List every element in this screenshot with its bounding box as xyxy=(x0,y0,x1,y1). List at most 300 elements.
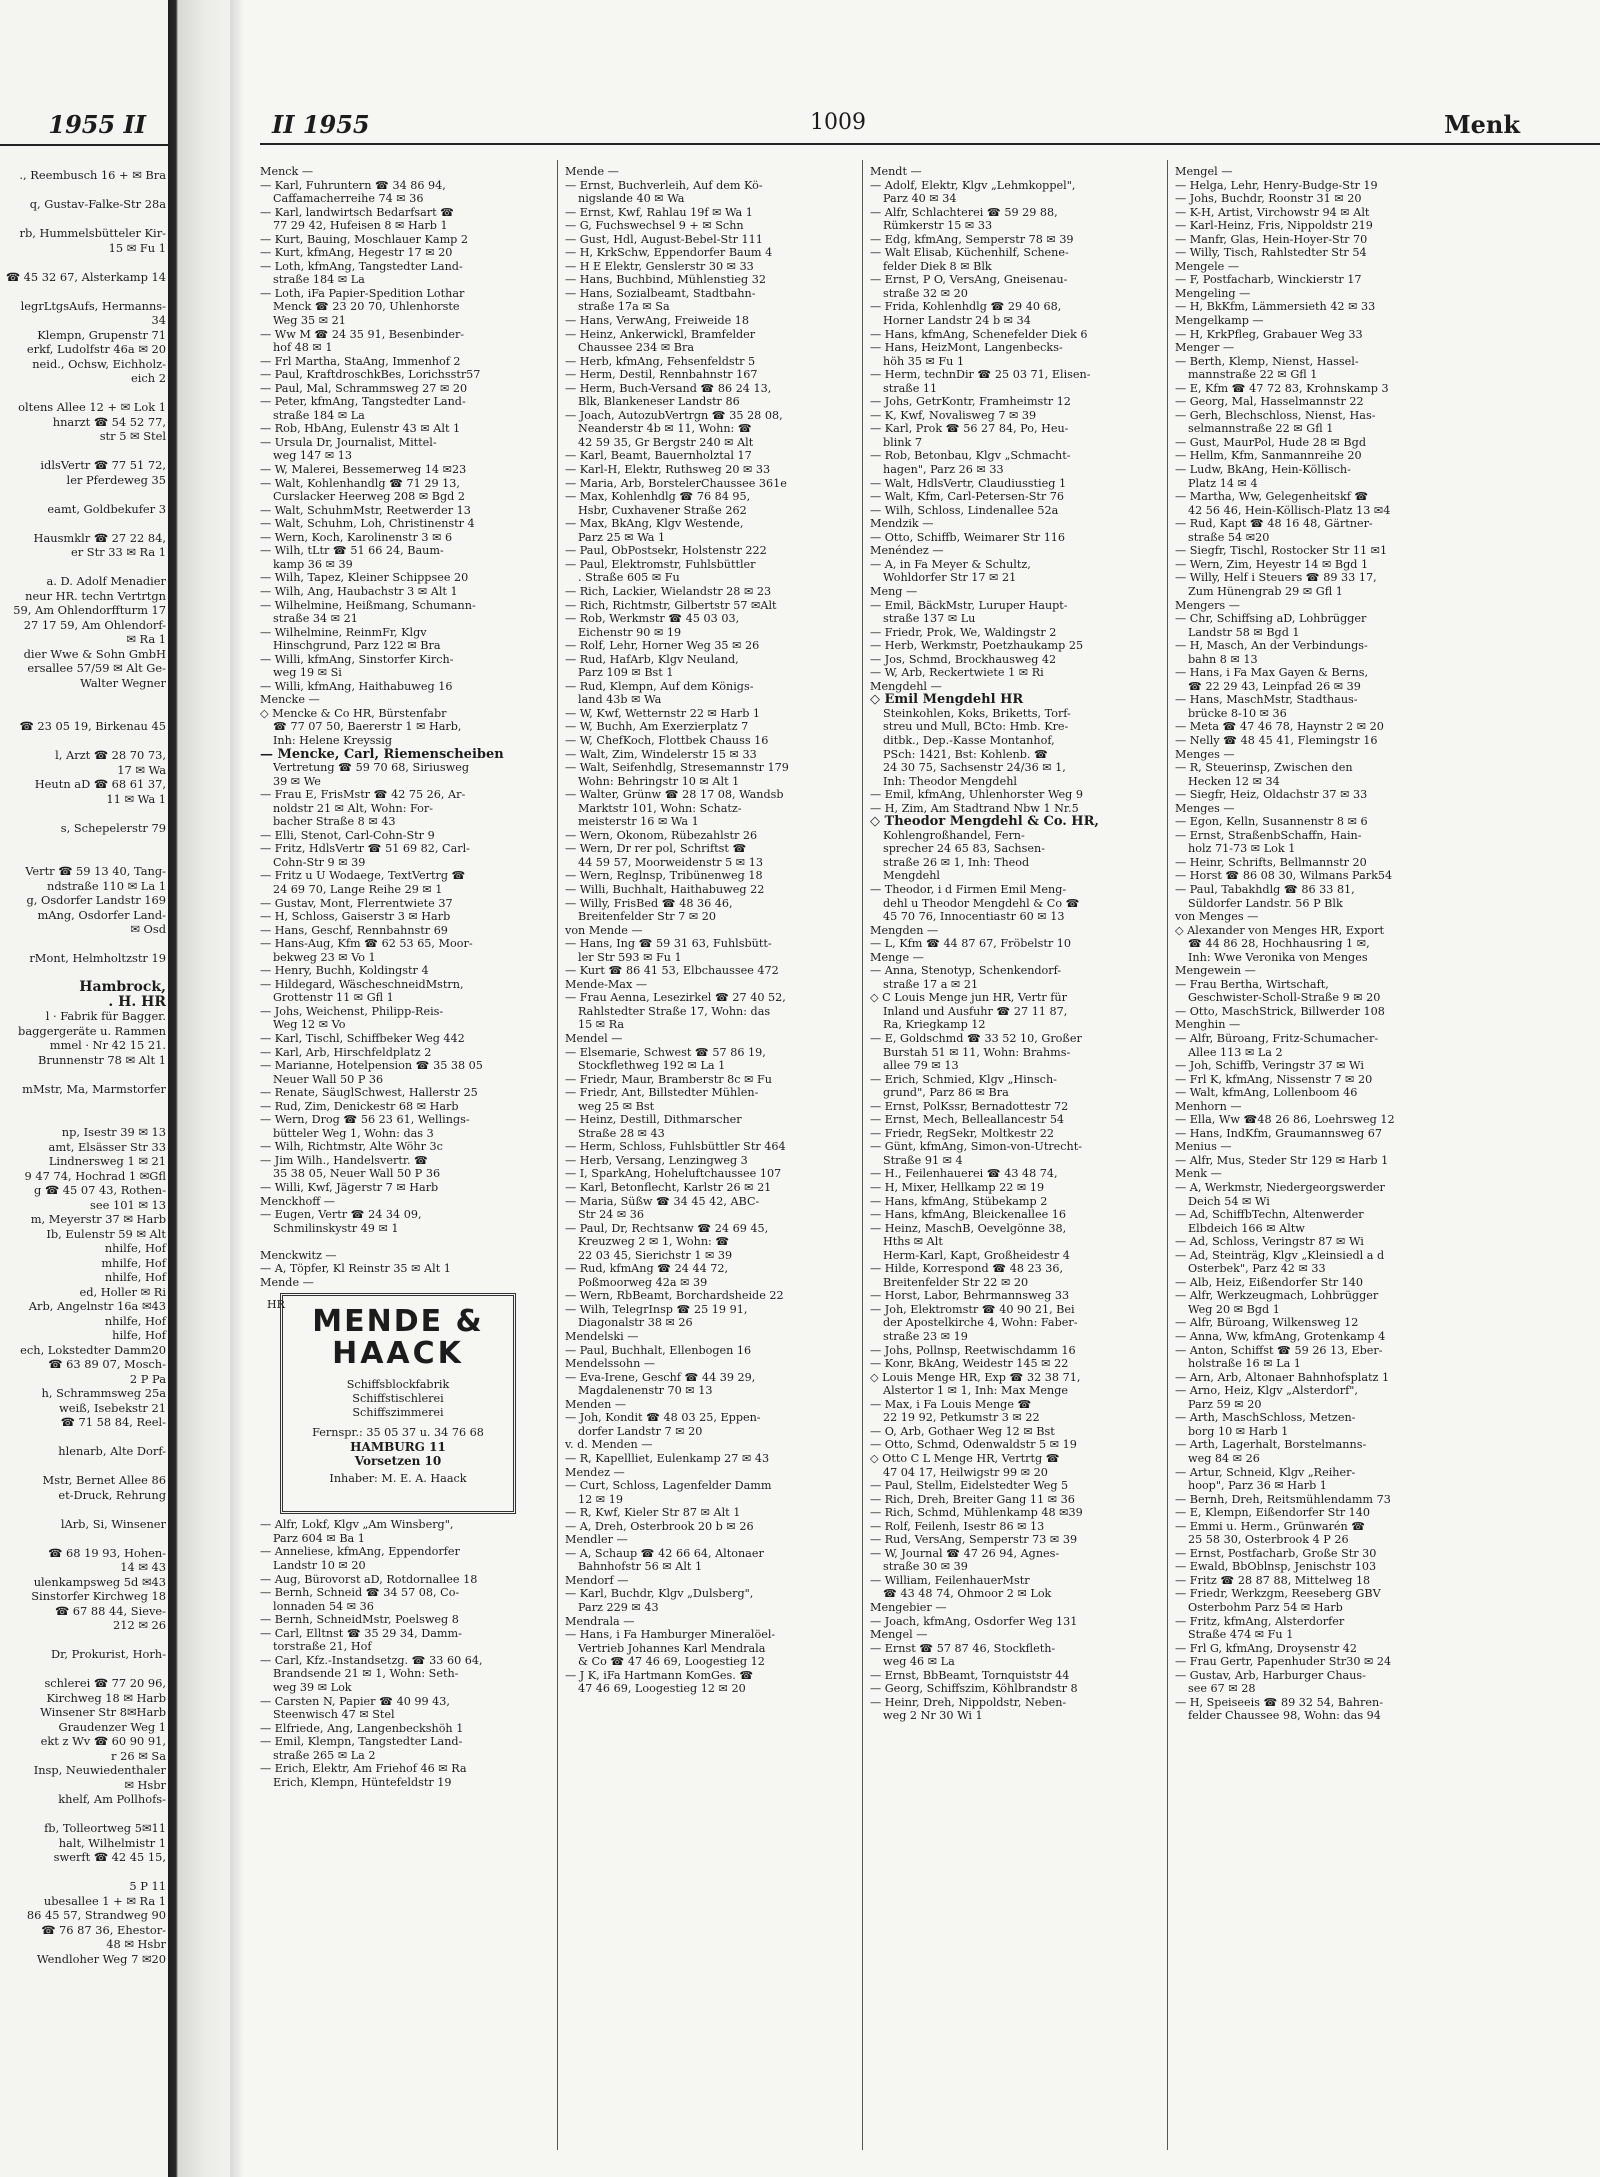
directory-entry-line: bütteler Weg 1, Wohn: das 3 xyxy=(273,1126,434,1140)
left-page-line: legrLtgsAufs, Hermanns- xyxy=(20,298,166,313)
left-page-line: halt, Wilhelmistr 1 xyxy=(58,1835,166,1850)
left-page-line: s, Schepelerstr 79 xyxy=(60,820,166,835)
directory-entry-line: Hinschgrund, Parz 122 ✉ Bra xyxy=(273,639,441,653)
directory-entry-line: — Otto, Schiffb, Weimarer Str 116 xyxy=(870,530,1066,544)
directory-entry-line: — Arno, Heiz, Klgv „Alsterdorf", xyxy=(1175,1384,1358,1398)
directory-entry-line: meisterstr 16 ✉ Wa 1 xyxy=(578,815,699,829)
left-page-line: Ib, Eulenstr 59 ✉ Alt xyxy=(46,1226,166,1241)
left-page-line xyxy=(0,705,168,720)
directory-entry-line: — Hans, VerwAng, Freiweide 18 xyxy=(565,314,750,328)
directory-entry-line: — Siegfr, Tischl, Rostocker Str 11 ✉1 xyxy=(1175,544,1388,558)
directory-entry-line: nigslande 40 ✉ Wa xyxy=(578,192,685,206)
left-page-line xyxy=(0,1807,168,1822)
directory-entry-line: — Heinz, Ankerwickl, Bramfelder xyxy=(565,327,756,341)
left-page-line: ☎ 67 88 44, Sieve- xyxy=(55,1603,166,1618)
page-number: 1009 xyxy=(810,110,866,135)
directory-entry-line: 45 70 76, Innocentiastr 60 ✉ 13 xyxy=(883,910,1065,924)
directory-entry-line: — Ernst, Mech, Belleallancestr 54 xyxy=(870,1113,1065,1127)
directory-entry-line: straße 26 ✉ 1, Inh: Theod xyxy=(883,855,1030,869)
directory-entry-line: — Friedr, Maur, Bramberstr 8c ✉ Fu xyxy=(565,1072,772,1086)
directory-entry-line: — Alfr, Lokf, Klgv „Am Winsberg", xyxy=(260,1518,454,1532)
directory-entry-line: Erich, Klempn, Hüntefeldstr 19 xyxy=(273,1775,452,1789)
surname-heading: Menges — xyxy=(1175,801,1235,815)
directory-entry-line: — Rolf, Lehr, Horner Weg 35 ✉ 26 xyxy=(565,639,760,653)
directory-entry-line: — Alfr, Schlachterei ☎ 59 29 88, xyxy=(870,205,1058,219)
surname-heading: Mengel — xyxy=(870,1628,928,1642)
directory-entry-line: — Wern, Zim, Heyestr 14 ✉ Bgd 1 xyxy=(1175,557,1369,571)
directory-entry-line: straße 54 ✉20 xyxy=(1188,530,1270,544)
directory-entry-line: — Gust, MaurPol, Hude 28 ✉ Bgd xyxy=(1175,435,1366,449)
directory-entry-line: der Apostelkirche 4, Wohn: Faber- xyxy=(883,1316,1078,1330)
directory-entry-line: straße 17 a ✉ 21 xyxy=(883,977,979,991)
directory-entry-line: — Willi, Kwf, Jägerstr 7 ✉ Harb xyxy=(260,1181,439,1195)
directory-entry-line: — Otto, MaschStrick, Billwerder 108 xyxy=(1175,1004,1385,1018)
directory-entry-line: 44 59 57, Moorweidenstr 5 ✉ 13 xyxy=(578,855,763,869)
surname-heading: Mengers — xyxy=(1175,598,1240,612)
left-page-line xyxy=(0,444,168,459)
directory-entry-line: — Herm, Schloss, Fuhlsbüttler Str 464 xyxy=(565,1140,786,1154)
directory-entry-line: bacher Straße 8 ✉ 43 xyxy=(273,815,396,829)
directory-entry-line: — Heinr, Dreh, Nippoldstr, Neben- xyxy=(870,1695,1067,1709)
directory-entry-line: — Carl, Elltnst ☎ 35 29 34, Damm- xyxy=(260,1626,462,1640)
left-page-line: Brunnenstr 78 ✉ Alt 1 xyxy=(38,1052,166,1067)
directory-entry-line: — Walt Elisab, Küchenhilf, Schene- xyxy=(870,246,1069,260)
surname-heading: von Menges — xyxy=(1175,910,1259,924)
directory-entry-line: — F, Postfacharb, Winckierstr 17 xyxy=(1175,273,1362,287)
directory-entry-line: — Herm, Destil, Rennbahnstr 167 xyxy=(565,368,758,382)
surname-heading: Mengdehl — xyxy=(870,679,942,693)
directory-entry-line: — L, Kfm ☎ 44 87 67, Fröbelstr 10 xyxy=(870,937,1071,951)
left-page-line: ndstraße 110 ✉ La 1 xyxy=(46,878,166,893)
surname-heading: Menckhoff — xyxy=(260,1194,335,1208)
directory-entry-line: — Egon, Kelln, Susannenstr 8 ✉ 6 xyxy=(1175,815,1368,829)
directory-entry-line: — W, Journal ☎ 47 26 94, Agnes- xyxy=(870,1546,1060,1560)
ad-line2: HAACK xyxy=(332,1336,464,1372)
directory-entry-line: — Arn, Arb, Altonaer Bahnhofsplatz 1 xyxy=(1175,1370,1390,1384)
left-page-line: Walter Wegner xyxy=(80,675,166,690)
directory-entry-line: — Fritz, kfmAng, Alsterdorfer xyxy=(1175,1614,1345,1628)
directory-entry-line: Menck ☎ 23 20 70, Uhlenhorste xyxy=(273,300,460,314)
surname-heading: Menger — xyxy=(1175,341,1235,355)
page-header-left: II 1955 xyxy=(272,110,370,139)
surname-heading: Menghin — xyxy=(1175,1018,1241,1032)
directory-entry-line: allee 79 ✉ 13 xyxy=(883,1059,959,1073)
directory-entry-line: — Eugen, Vertr ☎ 24 34 09, xyxy=(260,1208,422,1222)
directory-entry-line: Weg 35 ✉ 21 xyxy=(273,314,346,328)
directory-entry-line: ☎ 22 29 43, Leinpfad 26 ✉ 39 xyxy=(1188,679,1361,693)
directory-entry-line: — Frl Martha, StaAng, Immenhof 2 xyxy=(260,354,461,368)
left-page-line: Hambrock, xyxy=(79,980,166,995)
directory-entry-line: — Aug, Bürovorst aD, Rotdornallee 18 xyxy=(260,1572,478,1586)
directory-entry-line: 15 ✉ Ra xyxy=(578,1018,625,1032)
left-page-line: ☎ 68 19 93, Hohen- xyxy=(48,1545,166,1560)
directory-entry-line: ler Str 593 ✉ Fu 1 xyxy=(578,950,682,964)
directory-entry-line: 24 30 75, Sachsenstr 24/36 ✉ 1, xyxy=(883,761,1066,775)
left-page-line: h, Schrammsweg 25a xyxy=(41,1386,166,1400)
directory-entry-line: Kohlengroßhandel, Fern- xyxy=(883,828,1025,842)
left-page-line: Vertr ☎ 59 13 40, Tang- xyxy=(25,864,166,878)
directory-entry-line: — Rich, Lackier, Wielandstr 28 ✉ 23 xyxy=(565,584,772,598)
directory-entry-line: — Frl G, kfmAng, Droysenstr 42 xyxy=(1175,1641,1358,1655)
directory-entry-line: — Manfr, Glas, Hein-Hoyer-Str 70 xyxy=(1175,232,1368,246)
directory-entry-line: Brandsende 21 ✉ 1, Wohn: Seth- xyxy=(273,1667,459,1681)
directory-entry-line: 42 59 35, Gr Bergstr 240 ✉ Alt xyxy=(578,435,754,449)
left-page-line xyxy=(0,937,168,952)
directory-entry-line: — E, Klempn, Eißendorfer Str 140 xyxy=(1175,1506,1371,1520)
left-page-line xyxy=(0,487,168,502)
directory-entry-line: ditbk., Dep.-Kasse Montanhof, xyxy=(883,733,1055,747)
left-page-line xyxy=(0,1865,168,1880)
directory-entry-line: — Karl, Buchdr, Klgv „Dulsberg", xyxy=(565,1587,754,1601)
directory-entry-line: — Günt, kfmAng, Simon-von-Utrecht- xyxy=(870,1140,1083,1154)
directory-entry-line: — Peter, kfmAng, Tangstedter Land- xyxy=(260,395,466,409)
page-crease-shadow xyxy=(230,0,244,2177)
surname-heading: Mendorf — xyxy=(565,1573,629,1587)
directory-entry-line: — W, Malerei, Bessemerweg 14 ✉23 xyxy=(260,463,467,477)
column-divider xyxy=(557,160,558,2150)
directory-entry-line: — Hans, Sozialbeamt, Stadtbahn- xyxy=(565,286,756,300)
directory-entry-line: 12 ✉ 19 xyxy=(578,1492,623,1506)
directory-entry-line: straße 11 xyxy=(883,381,938,395)
directory-entry-line: straße 34 ✉ 21 xyxy=(273,612,358,626)
left-page-line: Sinstorfer Kirchweg 18 xyxy=(31,1589,166,1603)
left-page-line xyxy=(0,966,168,981)
left-page-line xyxy=(0,806,168,821)
directory-entry-line: — Karl, Fuhruntern ☎ 34 86 94, xyxy=(260,178,446,192)
directory-entry-line: bahn 8 ✉ 13 xyxy=(1188,652,1258,666)
directory-entry-line: — Artur, Schneid, Klgv „Reiher- xyxy=(1175,1465,1356,1479)
directory-entry-line: 47 46 69, Loogestieg 12 ✉ 20 xyxy=(578,1682,746,1696)
directory-column-2 xyxy=(565,165,856,2155)
directory-entry-line: holstraße 16 ✉ La 1 xyxy=(1188,1357,1301,1371)
directory-entry-line: — Otto, Schmd, Odenwaldstr 5 ✉ 19 xyxy=(870,1438,1077,1452)
directory-entry-line: Landstr 58 ✉ Bgd 1 xyxy=(1188,625,1300,639)
directory-entry-line: — Willi, Buchhalt, Haithabuweg 22 xyxy=(565,882,765,896)
directory-entry-line: Parz 25 ✉ Wa 1 xyxy=(578,530,666,544)
left-page-line: Lindnersweg 1 ✉ 21 xyxy=(48,1154,166,1168)
surname-heading: Mendelssohn — xyxy=(565,1357,656,1371)
directory-entry-line: Steinkohlen, Koks, Briketts, Torf- xyxy=(883,706,1071,720)
directory-entry-line: holz 71-73 ✉ Lok 1 xyxy=(1188,842,1296,856)
directory-entry-line: — Ursula Dr, Journalist, Mittel- xyxy=(260,435,437,449)
directory-entry-line: — E, Kfm ☎ 47 72 83, Krohnskamp 3 xyxy=(1175,381,1389,395)
directory-entry-line: — Max, Kohlenhdlg ☎ 76 84 95, xyxy=(565,490,751,504)
directory-entry-line: Herm-Karl, Kapt, Großheidestr 4 xyxy=(883,1248,1070,1262)
directory-entry-line: streu und Mull, BCto: Hmb. Kre- xyxy=(883,720,1069,734)
directory-entry-line: straße 32 ✉ 20 xyxy=(883,286,968,300)
directory-entry-line: — Frau E, FrisMstr ☎ 42 75 26, Ar- xyxy=(260,788,466,802)
directory-entry-line: — Wern, Reglnsp, Tribünenweg 18 xyxy=(565,869,763,883)
left-page-line: mhilfe, Hof xyxy=(101,1255,166,1270)
directory-entry-line: Kreuzweg 2 ✉ 1, Wohn: ☎ xyxy=(578,1235,730,1249)
left-page-line: str 5 ✉ Stel xyxy=(99,429,166,443)
directory-entry-line: Blk, Blankeneser Landstr 86 xyxy=(578,395,740,409)
directory-entry-line: Diagonalstr 38 ✉ 26 xyxy=(578,1316,693,1330)
directory-entry-line: 22 03 45, Sierichstr 1 ✉ 39 xyxy=(578,1248,733,1262)
directory-entry-line: — Joh, Elektromstr ☎ 40 90 21, Bei xyxy=(870,1302,1075,1316)
directory-entry-line: — Frau Aenna, Lesezirkel ☎ 27 40 52, xyxy=(565,991,786,1005)
left-page-line xyxy=(0,1531,168,1546)
directory-entry-line: Inland und Ausfuhr ☎ 27 11 87, xyxy=(883,1004,1068,1018)
directory-entry-line: — Heinz, MaschB, Oevelgönne 38, xyxy=(870,1221,1067,1235)
directory-entry-line: — Fritz u U Wodaege, TextVertrg ☎ xyxy=(260,869,466,883)
left-page-line xyxy=(0,1096,168,1111)
directory-entry-line: — Frau Bertha, Wirtschaft, xyxy=(1175,977,1329,991)
directory-entry-line: — Anna, Ww, kfmAng, Grotenkamp 4 xyxy=(1175,1330,1386,1344)
directory-entry-line: Zum Hünengrab 29 ✉ Gfl 1 xyxy=(1188,584,1343,598)
directory-entry-line: — Max, BkAng, Klgv Westende, xyxy=(565,517,744,531)
directory-entry-line: Rümkerstr 15 ✉ 33 xyxy=(883,219,993,233)
directory-entry-line: weg 19 ✉ Si xyxy=(273,666,342,680)
directory-entry-line: — Alfr, Büroang, Fritz-Schumacher- xyxy=(1175,1032,1379,1045)
directory-entry-line: bekweg 23 ✉ Vo 1 xyxy=(273,950,376,964)
directory-entry-line: Stockflethweg 192 ✉ La 1 xyxy=(578,1059,726,1073)
surname-heading: Mendzik — xyxy=(870,517,934,531)
directory-entry-line: Parz 59 ✉ 20 xyxy=(1188,1397,1262,1411)
directory-entry-line: Inh: Helene Kreyssig xyxy=(273,733,392,747)
directory-entry-line: — Carl, Kfz.-Instandsetzg. ☎ 33 60 64, xyxy=(260,1653,483,1667)
directory-entry-line: — Karl, Prok ☎ 56 27 84, Po, Heu- xyxy=(870,422,1069,436)
directory-entry-line: — Karl-Heinz, Fris, Nippoldstr 219 xyxy=(1175,219,1373,233)
directory-entry-line: straße 17a ✉ Sa xyxy=(578,300,670,314)
directory-entry-line: — Rob, Betonbau, Klgv „Schmacht- xyxy=(870,449,1071,463)
directory-entry-line: — Walt, kfmAng, Lollenboom 46 xyxy=(1175,1086,1358,1100)
directory-entry-line: — Friedr, RegSekr, Moltkestr 22 xyxy=(870,1126,1054,1140)
directory-entry-line: — Hans, Geschf, Rennbahnstr 69 xyxy=(260,923,448,937)
directory-entry-line: — Johs, GetrKontr, Framheimstr 12 xyxy=(870,395,1071,409)
directory-entry-line: — Adolf, Elektr, Klgv „Lehmkoppel", xyxy=(870,178,1076,192)
directory-entry-line: Ra, Kriegkamp 12 xyxy=(883,1018,986,1032)
column-divider xyxy=(862,160,863,2150)
directory-entry-line: Breitenfelder Str 7 ✉ 20 xyxy=(578,910,717,924)
left-page-line xyxy=(0,1633,168,1648)
left-page-line xyxy=(0,1662,168,1677)
left-page-line: hlenarb, Alte Dorf- xyxy=(58,1444,166,1458)
left-page-line: khelf, Am Pollhofs- xyxy=(58,1792,166,1806)
directory-entry-line: Inh: Wwe Veronika von Menges xyxy=(1188,950,1368,964)
directory-entry-line: — Hildegard, WäscheschneidMstrn, xyxy=(260,977,464,991)
surname-heading: Menges — xyxy=(1175,747,1235,761)
directory-entry-line: — Wilhelmine, ReinmFr, Klgv xyxy=(260,625,427,639)
directory-entry-line: Poßmoorweg 42a ✉ 39 xyxy=(578,1275,708,1289)
left-page-line: Hausmklr ☎ 27 22 84, xyxy=(33,530,166,545)
directory-entry-line: — Eva-Irene, Geschf ☎ 44 39 29, xyxy=(565,1370,756,1384)
directory-entry-line: — Ww M ☎ 24 35 91, Besenbinder- xyxy=(260,327,465,341)
left-page-line: nhilfe, Hof xyxy=(104,1241,166,1255)
surname-heading: Mengeling — xyxy=(1175,286,1251,300)
surname-heading: Mendrala — xyxy=(565,1614,635,1628)
directory-entry-line: — A, Töpfer, Kl Reinstr 35 ✉ Alt 1 xyxy=(260,1262,451,1276)
directory-entry-line: Inh: Theodor Mengdehl xyxy=(883,774,1017,788)
left-page-line: et-Druck, Rehrung xyxy=(58,1487,166,1502)
directory-entry-line: straße 184 ✉ La xyxy=(273,408,365,422)
left-page-line xyxy=(0,1067,168,1082)
directory-entry-line: ☎ 44 86 28, Hochhausring 1 ✉, xyxy=(1188,937,1370,951)
directory-entry-line: — A, Schaup ☎ 42 66 64, Altonaer xyxy=(565,1546,764,1560)
left-page-line: ✉ Hsbr xyxy=(124,1777,166,1792)
left-page-line xyxy=(0,1111,168,1126)
left-page-line: nhilfe, Hof xyxy=(104,1270,166,1284)
directory-entry-line: — Hans, kfmAng, Stübekamp 2 xyxy=(870,1194,1048,1208)
directory-entry-line: — Johs, Weichenst, Philipp-Reis- xyxy=(260,1004,444,1018)
directory-entry-line: blink 7 xyxy=(883,435,922,449)
directory-entry-line: — Anton, Schiffst ☎ 59 26 13, Eber- xyxy=(1175,1343,1383,1357)
ad-line7: HAMBURG 11 xyxy=(350,1440,446,1455)
surname-heading: Mengebier — xyxy=(870,1600,947,1614)
directory-entry-line: — Ernst, Kwf, Rahlau 19f ✉ Wa 1 xyxy=(565,205,753,219)
directory-entry-line: — Emmi u. Herm., Grünwarén ☎ xyxy=(1175,1519,1366,1533)
directory-entry-line: — Herb, Versang, Lenzingweg 3 xyxy=(565,1153,748,1167)
directory-entry-line: Rahlstedter Straße 17, Wohn: das xyxy=(578,1004,771,1018)
left-page-line: lArb, Si, Winsener xyxy=(60,1516,166,1531)
left-page-line: . H. HR xyxy=(108,994,166,1009)
left-page-line: ersallee 57/59 ✉ Alt Ge- xyxy=(27,661,166,675)
directory-entry-line: noldstr 21 ✉ Alt, Wohn: For- xyxy=(273,801,434,815)
directory-entry-line: — Herb, kfmAng, Fehsenfeldstr 5 xyxy=(565,354,756,368)
directory-entry-line: Platz 14 ✉ 4 xyxy=(1188,476,1258,490)
directory-entry-line: — Hans, Buchbind, Mühlenstieg 32 xyxy=(565,273,767,287)
directory-entry-line: hagen", Parz 26 ✉ 33 xyxy=(883,463,1004,477)
directory-entry-line: Mengdehl xyxy=(883,869,941,883)
directory-entry-line: — Ernst, BbBeamt, Tornquiststr 44 xyxy=(870,1668,1070,1682)
directory-entry-line: Parz 604 ✉ Ba 1 xyxy=(273,1531,365,1545)
surname-heading: Mengele — xyxy=(1175,259,1240,273)
left-page-line: Graudenzer Weg 1 xyxy=(58,1719,166,1734)
directory-entry-line: — Jos, Schmd, Brockhausweg 42 xyxy=(870,652,1057,666)
directory-entry-line: Deich 54 ✉ Wi xyxy=(1188,1194,1270,1208)
directory-entry-line: — Johs, Buchdr, Roonstr 31 ✉ 20 xyxy=(1175,192,1362,206)
left-page-line: rMont, Helmholtzstr 19 xyxy=(29,951,166,965)
header-rule xyxy=(260,143,1600,145)
directory-entry-line: ◇ Alexander von Menges HR, Export xyxy=(1175,923,1384,937)
directory-entry-line: lonnaden 54 ✉ 36 xyxy=(273,1599,374,1613)
left-page-line xyxy=(0,284,168,299)
left-page-line: Wendloher Weg 7 ✉20 xyxy=(36,1951,166,1966)
directory-entry-line: — Georg, Schiffszim, Köhlbrandstr 8 xyxy=(870,1682,1078,1696)
directory-entry-line: selmannstraße 22 ✉ Gfl 1 xyxy=(1188,422,1334,436)
directory-entry-line: — Willy, Helf i Steuers ☎ 89 33 17, xyxy=(1175,571,1377,585)
directory-entry-line: — Herm, Buch-Versand ☎ 86 24 13, xyxy=(565,381,772,395)
directory-entry-line: Süldorfer Landstr. 56 P Blk xyxy=(1188,896,1343,910)
directory-entry-line: Parz 109 ✉ Bst 1 xyxy=(578,666,674,680)
left-page-line: ✉ Osd xyxy=(130,922,166,936)
left-page-line: ubesallee 1 + ✉ Ra 1 xyxy=(43,1893,166,1908)
directory-entry-line: dorfer Landstr 7 ✉ 20 xyxy=(578,1424,703,1438)
directory-entry-line: — Wern, Drog ☎ 56 23 61, Wellings- xyxy=(260,1113,470,1127)
directory-entry-line: — Ernst, Postfacharb, Große Str 30 xyxy=(1175,1546,1377,1560)
directory-entry-line: — Curt, Schloss, Lagenfelder Damm xyxy=(565,1479,772,1493)
left-page-line: ., Reembusch 16 + ✉ Bra xyxy=(19,168,166,182)
surname-heading: Mendler — xyxy=(565,1533,628,1547)
left-page-line: ☎ 45 32 67, Alsterkamp 14 xyxy=(5,269,166,284)
left-page-line: m, Meyerstr 37 ✉ Harb xyxy=(30,1212,166,1226)
directory-entry-line: — Hans, i Fa Max Gayen & Berns, xyxy=(1175,666,1369,680)
right-page xyxy=(230,0,1600,2177)
surname-heading: Mengden — xyxy=(870,923,939,937)
directory-entry-line: — Friedr, Werkzgm, Reeseberg GBV xyxy=(1175,1587,1381,1601)
left-page-line: rb, Hummelsbütteler Kir- xyxy=(19,226,166,240)
surname-heading: Mendelski — xyxy=(565,1330,639,1344)
directory-entry-line: — Frau Gertr, Papenhuder Str30 ✉ 24 xyxy=(1175,1655,1392,1669)
directory-entry-line: — H, Speiseeis ☎ 89 32 54, Bahren- xyxy=(1175,1695,1383,1709)
directory-entry-line: — Ella, Ww ☎48 26 86, Loehrsweg 12 xyxy=(1175,1113,1395,1127)
left-page-line: l · Fabrik für Bagger. xyxy=(45,1009,166,1023)
directory-entry-line: — Walt, Schuhm, Loh, Christinenstr 4 xyxy=(260,517,475,531)
directory-entry-line: — Paul, KraftdroschkBes, Lorichsstr57 xyxy=(260,368,481,382)
directory-entry-line: — Hans, Ing ☎ 59 31 63, Fuhlsbütt- xyxy=(565,937,772,951)
directory-entry-line: — H, KrkSchw, Eppendorfer Baum 4 xyxy=(565,246,773,260)
surname-heading: Mengel — xyxy=(1175,165,1233,178)
directory-entry-line: — Erich, Elektr, Am Friehof 46 ✉ Ra xyxy=(260,1762,467,1776)
directory-entry-line: — Elsemarie, Schwest ☎ 57 86 19, xyxy=(565,1045,766,1059)
directory-entry-line: Hsbr, Cuxhavener Straße 262 xyxy=(578,503,747,517)
directory-entry-line: — Paul, Stellm, Eidelstedter Weg 5 xyxy=(870,1479,1069,1493)
directory-entry-line: — H, Schloss, Gaiserstr 3 ✉ Harb xyxy=(260,910,451,924)
directory-entry-line: — Anna, Stenotyp, Schenkendorf- xyxy=(870,964,1062,978)
directory-entry-line: — H, Zim, Am Stadtrand Nbw 1 Nr.5 xyxy=(870,801,1079,815)
directory-entry-line: Weg 12 ✉ Vo xyxy=(273,1018,346,1032)
directory-entry-line: — A, Dreh, Osterbrook 20 b ✉ 26 xyxy=(565,1519,754,1533)
directory-entry-line: Eichenstr 90 ✉ 19 xyxy=(578,625,682,639)
directory-entry-line: 35 38 05, Neuer Wall 50 P 36 xyxy=(273,1167,441,1181)
directory-entry-line: — Willi, kfmAng, Sinstorfer Kirch- xyxy=(260,652,454,666)
directory-entry-line: ☎ 77 07 50, Baererstr 1 ✉ Harb, xyxy=(273,720,462,734)
directory-entry-line: — Rud, Klempn, Auf dem Königs- xyxy=(565,679,754,693)
directory-entry-line: — Friedr, Ant, Billstedter Mühlen- xyxy=(565,1086,759,1100)
directory-entry-line: — Ernst, P O, VersAng, Gneisenau- xyxy=(870,273,1068,287)
directory-entry-line: — Walt, SchuhmMstr, Reetwerder 13 xyxy=(260,503,471,517)
directory-entry-line: weg 46 ✉ La xyxy=(883,1655,955,1669)
directory-entry-line: — Rob, Werkmstr ☎ 45 03 03, xyxy=(565,612,740,626)
directory-entry-line: — Karl, Arb, Hirschfeldplatz 2 xyxy=(260,1045,432,1059)
directory-entry-line: — Alfr, Mus, Steder Str 129 ✉ Harb 1 xyxy=(1175,1153,1389,1167)
directory-entry-line: hoop", Parz 36 ✉ Harb 1 xyxy=(1188,1479,1327,1493)
left-page-line: q, Gustav-Falke-Str 28a xyxy=(29,197,166,211)
directory-entry-line: ☎ 43 48 74, Ohmoor 2 ✉ Lok xyxy=(883,1587,1052,1601)
directory-entry-line: — Ernst, Buchverleih, Auf dem Kö- xyxy=(565,178,763,192)
directory-entry-line: — Emil, Klempn, Tangstedter Land- xyxy=(260,1735,463,1749)
directory-entry-line: weg 84 ✉ 26 xyxy=(1188,1451,1260,1465)
directory-entry-line: weg 39 ✉ Lok xyxy=(273,1680,352,1694)
left-page-line xyxy=(0,1430,168,1445)
directory-entry-line: — Karl, landwirtsch Bedarfsart ☎ xyxy=(260,205,455,219)
left-page-line: dier Wwe & Sohn GmbH xyxy=(23,646,166,661)
left-page-line: 27 17 59, Am Ohlendorf- xyxy=(23,617,166,632)
directory-entry-line: — Frl K, kfmAng, Nissenstr 7 ✉ 20 xyxy=(1175,1072,1373,1086)
surname-heading: Menéndez — xyxy=(870,544,944,558)
directory-entry-line: — Alfr, Büroang, Wilkensweg 12 xyxy=(1175,1316,1359,1330)
surname-heading: Mende — xyxy=(260,1275,314,1289)
left-page-line: swerft ☎ 42 45 15, xyxy=(53,1850,166,1864)
left-page-line: ☎ 76 87 36, Ehestor- xyxy=(41,1922,166,1937)
directory-entry-line: ◇ Mencke & Co HR, Bürstenfabr xyxy=(260,706,447,720)
directory-entry-line: Parz 229 ✉ 43 xyxy=(578,1600,659,1614)
directory-entry-line: 39 ✉ We xyxy=(273,774,321,788)
directory-entry-line: — Herb, Werkmstr, Poetzhaukamp 25 xyxy=(870,639,1084,653)
directory-entry-line: — Rolf, Feilenh, Isestr 86 ✉ 13 xyxy=(870,1519,1045,1533)
surname-heading: Mengewein — xyxy=(1175,964,1256,978)
directory-entry-line: — Loth, kfmAng, Tangstedter Land- xyxy=(260,259,463,273)
directory-entry-line: — Walt, Seifenhdlg, Stresemannstr 179 xyxy=(565,761,789,775)
left-page-line: Klempn, Grupenstr 71 xyxy=(37,327,166,342)
left-page-line: oltens Allee 12 + ✉ Lok 1 xyxy=(18,400,166,414)
surname-heading: Menk — xyxy=(1175,1167,1222,1181)
directory-entry-line: — Hans, HeizMont, Langenbecks- xyxy=(870,341,1063,355)
ad-line1: MENDE & xyxy=(312,1304,484,1340)
directory-entry-line: — Rob, HbAng, Eulenstr 43 ✉ Alt 1 xyxy=(260,422,461,436)
directory-entry-line: Osterbek", Parz 42 ✉ 33 xyxy=(1188,1262,1326,1276)
left-page-line: ekt z Wv ☎ 60 90 91, xyxy=(40,1734,166,1748)
